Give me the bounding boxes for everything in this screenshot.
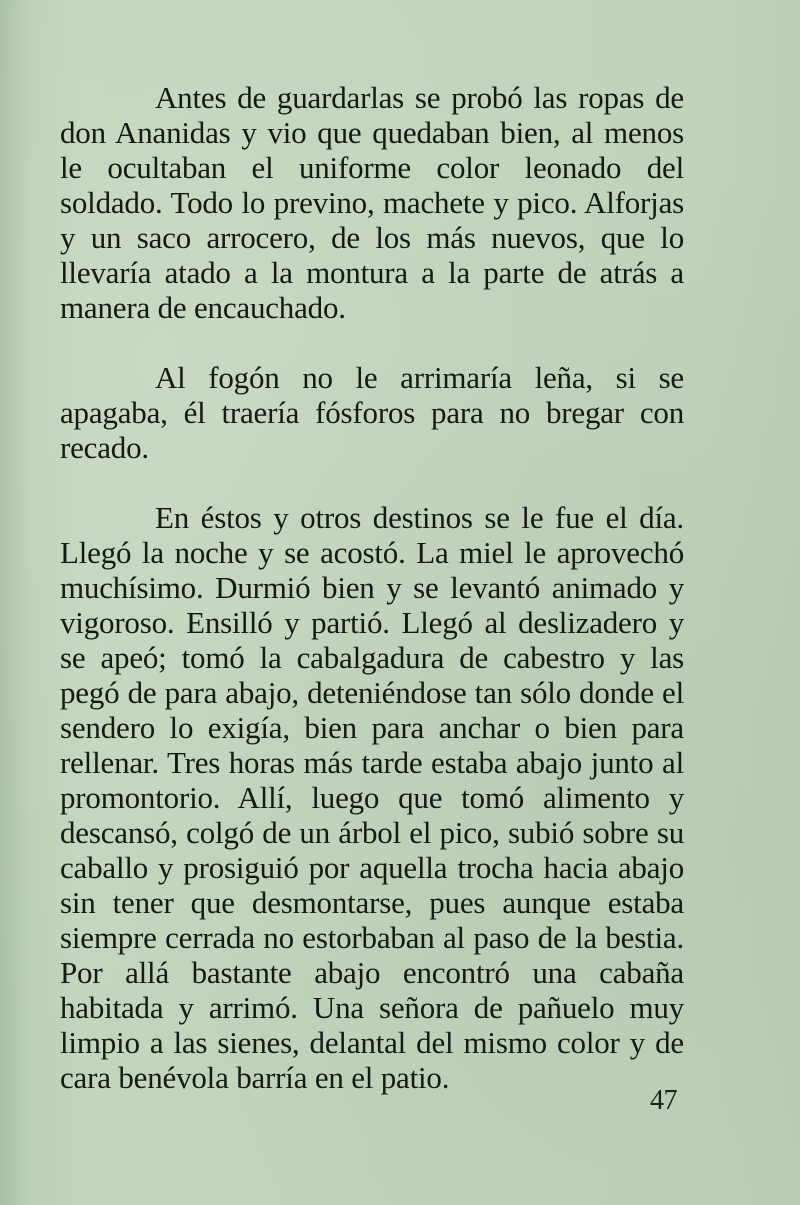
paragraph-1: Antes de guardarlas se probó las ropas de don Ananidas y vio que quedaban bien, al menos le ocultaban el uniforme color leonado del soldado. Todo lo previno, machete y pico. Alforjas y un saco arrocero, de los más nuevos, que lo llevaría atado a la montura a la parte de atrás a manera de encauchado.: [60, 80, 684, 325]
body-text: [60, 80, 684, 1095]
paragraph-3: En éstos y otros destinos se le fue el día. Llegó la noche y se acostó. La miel le aprovechó muchísimo. Durmió bien y se levantó animado y vigoroso. Ensilló y partió. Llegó al deslizadero y se apeó; tomó la cabalgadura de cabestro y las pegó de para abajo, deteniéndose tan sólo donde el sendero lo exigía, bien para anchar o bien para rellenar. Tres horas más tarde estaba abajo junto al promontorio. Allí, luego que tomó alimento y descansó, colgó de un árbol el pico, subió sobre su caballo y prosiguió por aquella trocha hacia abajo sin tener que desmontarse, pues aunque estaba siempre cerrada no estorbaban al paso de la bestia. Por allá bastante abajo encontró una cabaña habitada y arrimó. Una señora de pañuelo muy limpio a las sienes, delantal del mismo color y de cara benévola barría en el patio.: [60, 500, 684, 1095]
paragraph-2: Al fogón no le arrimaría leña, si se apagaba, él traería fósforos para no bregar con recado.: [60, 360, 684, 465]
page-number: 47: [650, 1085, 677, 1116]
